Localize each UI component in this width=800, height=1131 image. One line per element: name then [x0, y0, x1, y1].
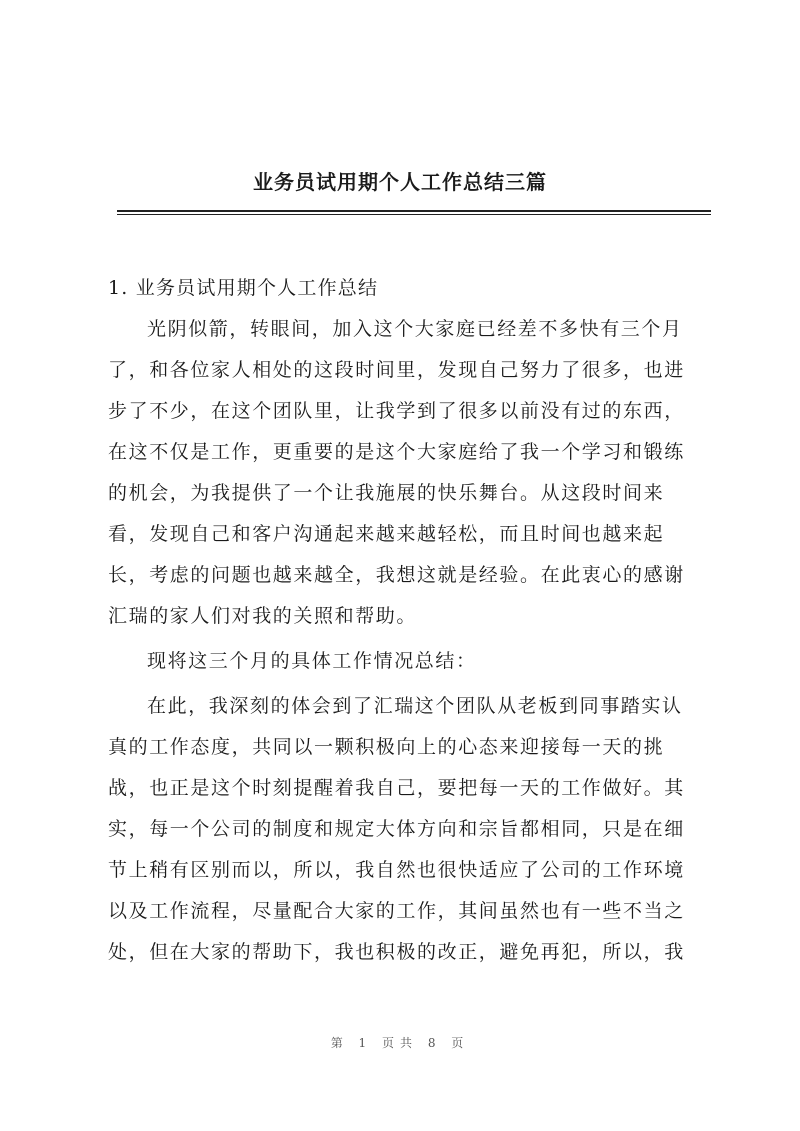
- page-footer: 第 1 页共 8 页: [330, 1036, 470, 1050]
- title-divider: [117, 210, 711, 212]
- paragraph-line: 步了不少，在这个团队里，让我学到了很多以前没有过的东西，: [108, 400, 685, 422]
- paragraph-line: 在这不仅是工作，更重要的是这个大家庭给了我一个学习和锻练: [108, 441, 685, 463]
- paragraph-line: 在此，我深刻的体会到了汇瑞这个团队从老板到同事踏实认: [147, 695, 683, 717]
- paragraph-line: 的机会，为我提供了一个让我施展的快乐舞台。从这段时间来: [108, 482, 665, 504]
- paragraph-line: 了，和各位家人相处的这段时间里，发现自己努力了很多，也进: [108, 359, 685, 381]
- paragraph-line: 长，考虑的问题也越来越全，我想这就是经验。在此衷心的感谢: [108, 564, 685, 586]
- paragraph-line: 以及工作流程，尽量配合大家的工作，其间虽然也有一些不当之: [108, 900, 685, 922]
- paragraph-line: 真的工作态度，共同以一颗积极向上的心态来迎接每一天的挑: [108, 736, 665, 758]
- page-title: 业务员试用期个人工作总结三篇: [253, 170, 547, 194]
- paragraph-line: 实，每一个公司的制度和规定大体方向和宗旨都相同，只是在细: [108, 818, 685, 840]
- paragraph-line: 节上稍有区别而以，所以，我自然也很快适应了公司的工作环境: [108, 859, 685, 881]
- section-heading: 1. 业务员试用期个人工作总结: [108, 277, 379, 299]
- paragraph-line: 汇瑞的家人们对我的关照和帮助。: [108, 605, 418, 627]
- paragraph-line: 光阴似箭，转眼间，加入这个大家庭已经差不多快有三个月: [147, 318, 683, 340]
- paragraph-line: 看，发现自己和客户沟通起来越来越轻松，而且时间也越来起: [108, 523, 665, 545]
- paragraph-line: 现将这三个月的具体工作情况总结：: [147, 650, 477, 672]
- paragraph-line: 战，也正是这个时刻提醒着我自己，要把每一天的工作做好。其: [108, 777, 685, 799]
- paragraph-line: 处，但在大家的帮助下，我也积极的改正，避免再犯，所以，我: [108, 941, 685, 963]
